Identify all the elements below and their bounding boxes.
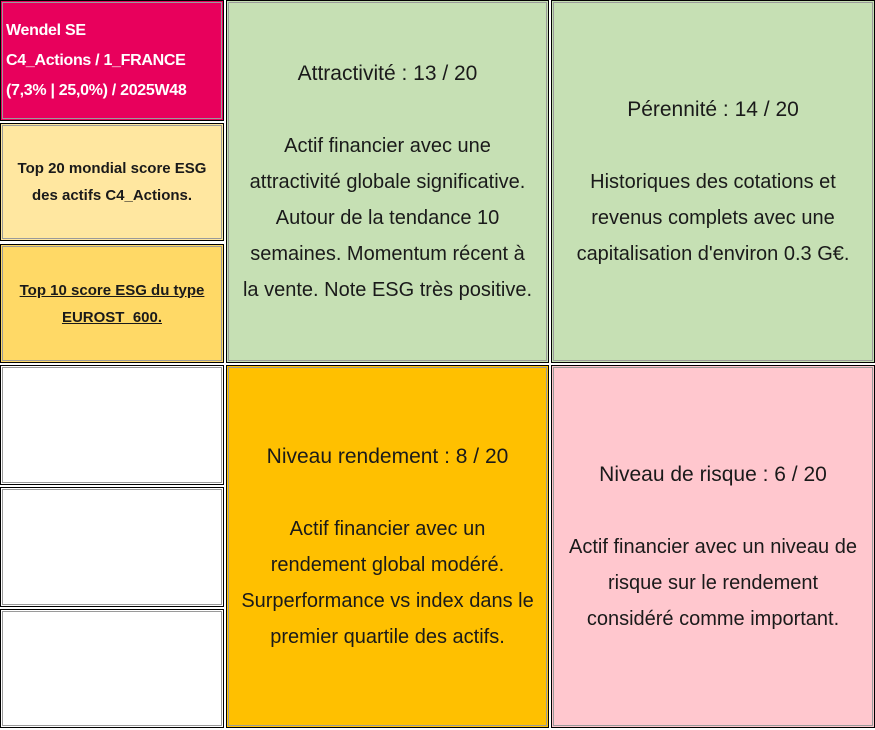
esg-type-line1[interactable]: Top 10 score ESG du type xyxy=(19,281,205,299)
perennite-line: Historiques des cotations et xyxy=(590,170,836,193)
asset-category: C4_Actions / 1_FRANCE xyxy=(6,51,186,69)
esg-type-badge[interactable] xyxy=(0,244,224,363)
perennite-panel xyxy=(551,0,875,363)
rendement-line: Surperformance vs index dans le xyxy=(241,589,534,612)
risque-line: risque sur le rendement xyxy=(607,571,819,594)
attractivite-title: Attractivité : 13 / 20 xyxy=(297,61,478,85)
risque-title: Niveau de risque : 6 / 20 xyxy=(599,462,827,486)
risque-text xyxy=(565,529,861,637)
rendement-text xyxy=(237,511,537,655)
empty-cell-1 xyxy=(0,365,224,485)
attractivite-line: semaines. Momentum récent à xyxy=(250,242,525,265)
rendement-line: Actif financier avec un xyxy=(289,517,486,540)
attractivite-line: Actif financier avec une xyxy=(284,134,491,157)
attractivite-panel xyxy=(226,0,549,363)
esg-world-badge xyxy=(0,123,224,241)
perennite-line: revenus complets avec une xyxy=(591,206,835,229)
risque-line: Actif financier avec un niveau de xyxy=(569,535,857,558)
asset-stats: (7,3% | 25,0%) / 2025W48 xyxy=(6,81,187,99)
esg-world-line1: Top 20 mondial score ESG xyxy=(17,160,207,177)
attractivite-line: Autour de la tendance 10 xyxy=(275,206,500,229)
rendement-line: premier quartile des actifs. xyxy=(270,625,505,648)
perennite-text xyxy=(573,164,854,272)
attractivite-line: la vente. Note ESG très positive. xyxy=(242,278,533,301)
esg-world-line2: des actifs C4_Actions. xyxy=(31,187,193,204)
empty-cell-3 xyxy=(0,609,224,728)
risque-line: considéré comme important. xyxy=(586,607,840,630)
asset-name: Wendel SE xyxy=(6,21,86,39)
rendement-panel xyxy=(226,365,549,728)
perennite-title: Pérennité : 14 / 20 xyxy=(627,97,799,121)
empty-cell-2 xyxy=(0,487,224,607)
asset-header xyxy=(0,0,224,121)
attractivite-text xyxy=(239,128,536,308)
perennite-line: capitalisation d'environ 0.3 G€. xyxy=(576,242,850,265)
rendement-line: rendement global modéré. xyxy=(270,553,505,576)
rendement-title: Niveau rendement : 8 / 20 xyxy=(266,444,509,468)
attractivite-line: attractivité globale significative. xyxy=(249,170,526,193)
risque-panel xyxy=(551,365,875,728)
esg-type-line2[interactable]: EUROST_600. xyxy=(61,308,163,326)
